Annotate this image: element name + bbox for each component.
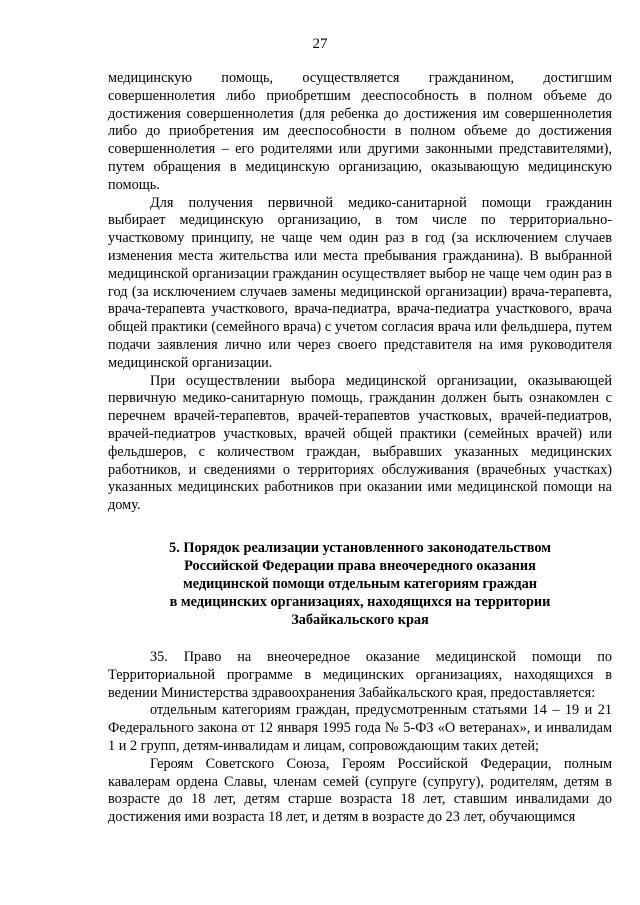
paragraph-heroes: Героям Советского Союза, Героям Российской Федерации, полным кавалерам ордена Славы, членам семей (супруге (супругу), родителям, детям в возрасте до 18 лет, детям старше возраста 18 лет, ставшим инвалидами до достижения ими возраста 18 лет, и детям в возрасте до 23 лет, обучающимся	[108, 755, 612, 826]
section-heading	[108, 539, 612, 629]
section-heading-line: 5. Порядок реализации установленного законодательством	[169, 539, 551, 556]
paragraph-item-35: 35. Право на внеочередное оказание медицинской помощи по Территориальной программе в медицинских организациях, находящихся в ведении Министерства здравоохранения Забайкальского края, предоставляется:	[108, 648, 612, 701]
paragraph-continuation: медицинскую помощь, осуществляется гражданином, достигшим совершеннолетия либо приобретшим дееспособность в полном объеме до достижения совершеннолетия (для ребенка до достижения им совершеннолетия либо до приобретения им дееспособности в полном объеме до достижения совершеннолетия – его родителями или другими законными представителями), путем обращения в медицинскую организацию, оказывающую медицинскую помощь.	[108, 70, 612, 193]
section-heading-line: Забайкальского края	[291, 611, 429, 628]
paragraph-veterans: отдельным категориям граждан, предусмотренным статьями 14 – 19 и 21 Федерального закона от 12 января 1995 года № 5-ФЗ «О ветеранах», и инвалидам 1 и 2 групп, детям-инвалидам и лицам, сопровождающим таких детей;	[108, 702, 612, 754]
section-heading-line: в медицинских организациях, находящихся на территории	[169, 593, 551, 610]
paragraph-familiarization: При осуществлении выбора медицинской организации, оказывающей первичную медико-санитарную помощь, гражданин должен быть ознакомлен с перечнем врачей-терапевтов, врачей-терапевтов участковых, врачей-педиатров, врачей-педиатров участковых, врачей общей практики (семейных врачей) или фельдшеров, с количеством граждан, выбравших указанных медицинских работников, и сведениями о территориях обслуживания (врачебных участках) указанных медицинских работников при оказании ими медицинской помощи на дому.	[108, 372, 612, 514]
section-heading-line: Российской Федерации права внеочередного оказания	[184, 557, 536, 574]
page-content	[108, 70, 612, 827]
section-heading-line: медицинской помощи отдельным категориям граждан	[182, 575, 538, 592]
paragraph-primary-care-choice: Для получения первичной медико-санитарной помощи гражданин выбирает медицинскую организацию, в том числе по территориально-участковому принципу, не чаще чем один раз в год (за исключением случаев изменения места жительства или места пребывания гражданина). В выбранной медицинской организации гражданин осуществляет выбор не чаще чем один раз в год (за исключением случаев замены медицинской организации) врача-терапевта, врача-терапевта участкового, врача-педиатра, врача-педиатра участкового, врача общей практики (семейного врача) с учетом согласия врача или фельдшера, путем подачи заявления лично или через своего представителя на имя руководителя медицинской организации.	[108, 194, 612, 371]
page-number: 27	[312, 36, 328, 52]
